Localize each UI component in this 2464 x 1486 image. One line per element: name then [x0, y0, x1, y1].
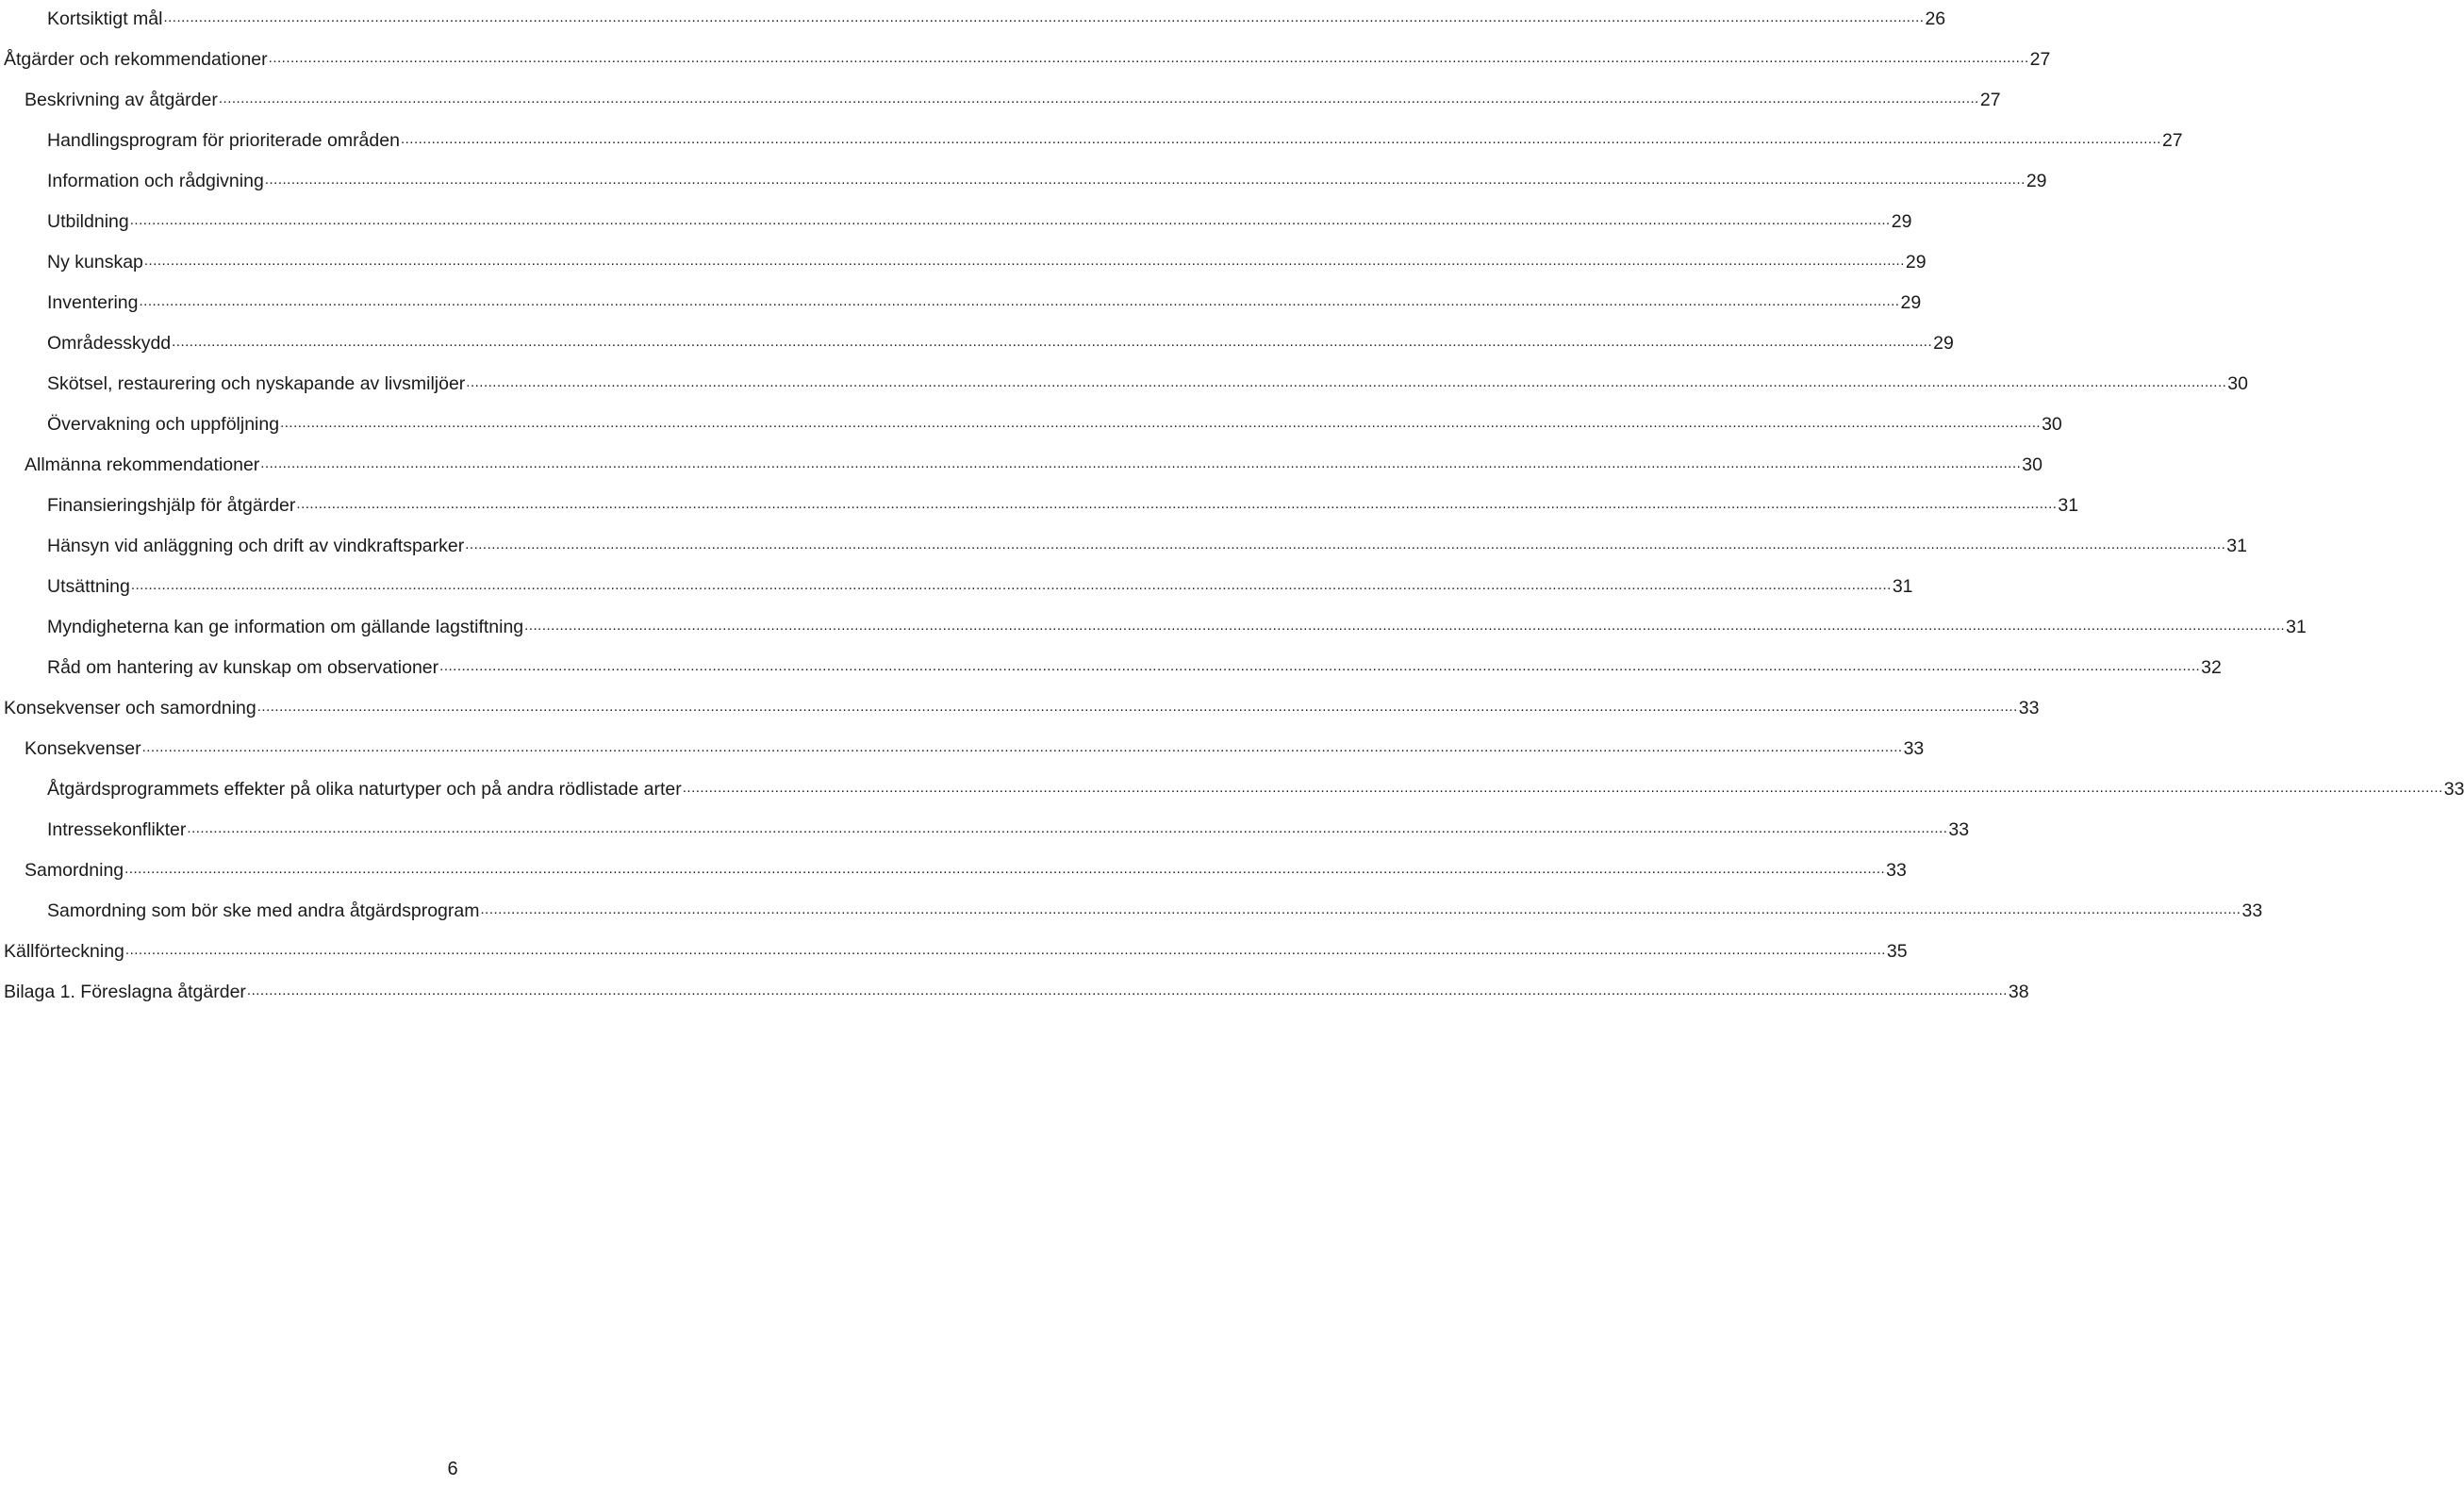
- toc-entry[interactable]: [47, 570, 1913, 598]
- toc-entry[interactable]: [47, 164, 2047, 192]
- toc-dot-leader: ................................................................................................................................................................................................................................................................................................................................................................................................................: [172, 334, 1933, 350]
- toc-entry-page: 29: [1900, 292, 1922, 313]
- toc-entry-page: 35: [1886, 941, 1908, 962]
- toc-entry-page: 33: [1886, 860, 1907, 881]
- toc-dot-leader: ................................................................................................................................................................................................................................................................................................................................................................................................................: [264, 172, 2026, 188]
- toc-dot-leader: ................................................................................................................................................................................................................................................................................................................................................................................................................: [439, 658, 2201, 674]
- toc-entry[interactable]: [25, 448, 2042, 476]
- toc-entry-page: 30: [2227, 373, 2248, 394]
- toc-entry-page: 27: [2161, 130, 2183, 151]
- toc-dot-leader: ................................................................................................................................................................................................................................................................................................................................................................................................................: [256, 699, 2018, 715]
- toc-dot-leader: ................................................................................................................................................................................................................................................................................................................................................................................................................: [130, 577, 1892, 593]
- toc-entry-label: Åtgärdsprogrammets effekter på olika naturtyper och på andra rödlistade arter: [47, 779, 682, 800]
- toc-dot-leader: ................................................................................................................................................................................................................................................................................................................................................................................................................: [260, 455, 2022, 471]
- toc-entry-label: Källförteckning: [4, 941, 124, 962]
- toc-entry-page: 31: [1892, 576, 1913, 597]
- toc-dot-leader: ................................................................................................................................................................................................................................................................................................................................................................................................................: [124, 861, 1886, 877]
- toc-dot-leader: ................................................................................................................................................................................................................................................................................................................................................................................................................: [466, 374, 2227, 390]
- toc-entry[interactable]: [47, 894, 2263, 922]
- toc-entry-label: Hänsyn vid anläggning och drift av vindkraftsparker: [47, 536, 465, 556]
- toc-entry-label: Konsekvenser och samordning: [4, 698, 256, 718]
- toc-entry-page: 33: [2018, 698, 2040, 718]
- toc-entry-page: 33: [2241, 900, 2263, 921]
- toc-entry-label: Ny kunskap: [47, 252, 143, 272]
- toc-entry-page: 26: [1925, 8, 1946, 29]
- toc-entry-page: 30: [2042, 414, 2062, 435]
- toc-entry-label: Åtgärder och rekommendationer: [4, 49, 268, 70]
- toc-dot-leader: ................................................................................................................................................................................................................................................................................................................................................................................................................: [280, 415, 2042, 431]
- toc-entry[interactable]: [4, 975, 2029, 1003]
- toc-entry-label: Myndigheterna kan ge information om gällande lagstiftning: [47, 617, 524, 637]
- toc-entry-page: 32: [2201, 657, 2222, 678]
- toc-dot-leader: ................................................................................................................................................................................................................................................................................................................................................................................................................: [524, 618, 2286, 634]
- toc-entry[interactable]: [47, 124, 2183, 152]
- page-number: 6: [447, 1459, 458, 1479]
- toc-dot-leader: ................................................................................................................................................................................................................................................................................................................................................................................................................: [246, 982, 2008, 999]
- toc-entry-page: 33: [1903, 738, 1925, 759]
- toc-entry[interactable]: [47, 367, 2248, 395]
- toc-entry[interactable]: [47, 205, 1912, 233]
- toc-entry-page: 33: [2443, 779, 2464, 800]
- toc-entry[interactable]: [47, 245, 1927, 273]
- toc-entry-label: Samordning som bör ske med andra åtgärdsprogram: [47, 900, 480, 921]
- toc-entry-label: Utbildning: [47, 211, 129, 232]
- toc-entry-label: Konsekvenser: [25, 738, 141, 759]
- toc-entry[interactable]: [47, 488, 2079, 517]
- toc-entry[interactable]: [25, 853, 1907, 882]
- toc-entry-label: Finansieringshjälp för åtgärder: [47, 495, 296, 516]
- toc-dot-leader: ................................................................................................................................................................................................................................................................................................................................................................................................................: [129, 212, 1891, 228]
- toc-entry[interactable]: [47, 772, 2464, 801]
- toc-entry[interactable]: [47, 610, 2307, 638]
- toc-dot-leader: ................................................................................................................................................................................................................................................................................................................................................................................................................: [124, 942, 1886, 958]
- toc-entry-label: Övervakning och uppföljning: [47, 414, 280, 435]
- toc-entry[interactable]: [47, 813, 1970, 841]
- toc-entry-page: 30: [2022, 454, 2042, 475]
- toc-entry-label: Råd om hantering av kunskap om observationer: [47, 657, 439, 678]
- toc-entry-label: Inventering: [47, 292, 139, 313]
- toc-entry-page: 29: [1933, 333, 1954, 354]
- toc-dot-leader: ................................................................................................................................................................................................................................................................................................................................................................................................................: [187, 820, 1948, 836]
- toc-entry-label: Bilaga 1. Föreslagna åtgärder: [4, 982, 246, 1002]
- toc-entry-label: Områdesskydd: [47, 333, 172, 354]
- toc-dot-leader: ................................................................................................................................................................................................................................................................................................................................................................................................................: [218, 91, 1979, 107]
- toc-entry-label: Kortsiktigt mål: [47, 8, 163, 29]
- toc-entry-label: Beskrivning av åtgärder: [25, 90, 218, 110]
- toc-dot-leader: ................................................................................................................................................................................................................................................................................................................................................................................................................: [268, 50, 2029, 66]
- toc-dot-leader: ................................................................................................................................................................................................................................................................................................................................................................................................................: [400, 131, 2161, 147]
- toc-entry-page: 27: [2029, 49, 2051, 70]
- toc-entry[interactable]: [25, 732, 1925, 760]
- toc-entry[interactable]: [47, 529, 2247, 557]
- toc-entry-label: Utsättning: [47, 576, 130, 597]
- toc-entry-label: Skötsel, restaurering och nyskapande av livsmiljöer: [47, 373, 466, 394]
- toc-dot-leader: ................................................................................................................................................................................................................................................................................................................................................................................................................: [139, 293, 1900, 309]
- toc-entry-label: Handlingsprogram för prioriterade områden: [47, 130, 400, 151]
- toc-entry-page: 29: [1891, 211, 1912, 232]
- toc-entry[interactable]: [4, 934, 1908, 963]
- toc-entry[interactable]: [47, 326, 1954, 355]
- toc-entry-label: Information och rådgivning: [47, 171, 264, 191]
- toc-entry[interactable]: [47, 2, 1946, 30]
- toc-entry-page: 31: [2286, 617, 2307, 637]
- toc-entry-label: Allmänna rekommendationer: [25, 454, 260, 475]
- toc-dot-leader: ................................................................................................................................................................................................................................................................................................................................................................................................................: [296, 496, 2058, 512]
- toc-dot-leader: ................................................................................................................................................................................................................................................................................................................................................................................................................: [682, 780, 2443, 796]
- toc-entry-page: 29: [2026, 171, 2047, 191]
- toc-dot-leader: ................................................................................................................................................................................................................................................................................................................................................................................................................: [480, 901, 2241, 917]
- toc-entry[interactable]: [4, 691, 2040, 719]
- toc-entry-page: 33: [1948, 819, 1970, 840]
- toc-dot-leader: ................................................................................................................................................................................................................................................................................................................................................................................................................: [141, 739, 1903, 755]
- toc-entry-page: 31: [2226, 536, 2247, 556]
- toc-entry-page: 29: [1905, 252, 1927, 272]
- toc-entry[interactable]: [47, 407, 2062, 436]
- toc-entry-page: 38: [2008, 982, 2029, 1002]
- toc-entry[interactable]: [25, 83, 2001, 111]
- toc-entry-label: Intressekonflikter: [47, 819, 187, 840]
- toc-dot-leader: ................................................................................................................................................................................................................................................................................................................................................................................................................: [143, 253, 1905, 269]
- toc-entry-page: 31: [2058, 495, 2079, 516]
- toc-dot-leader: ................................................................................................................................................................................................................................................................................................................................................................................................................: [465, 537, 2226, 553]
- toc-entry[interactable]: [47, 651, 2222, 679]
- toc-entry-label: Samordning: [25, 860, 124, 881]
- toc-entry[interactable]: [47, 286, 1922, 314]
- toc-entry[interactable]: [4, 42, 2051, 71]
- toc-dot-leader: ................................................................................................................................................................................................................................................................................................................................................................................................................: [163, 9, 1925, 25]
- toc-entry-page: 27: [1979, 90, 2001, 110]
